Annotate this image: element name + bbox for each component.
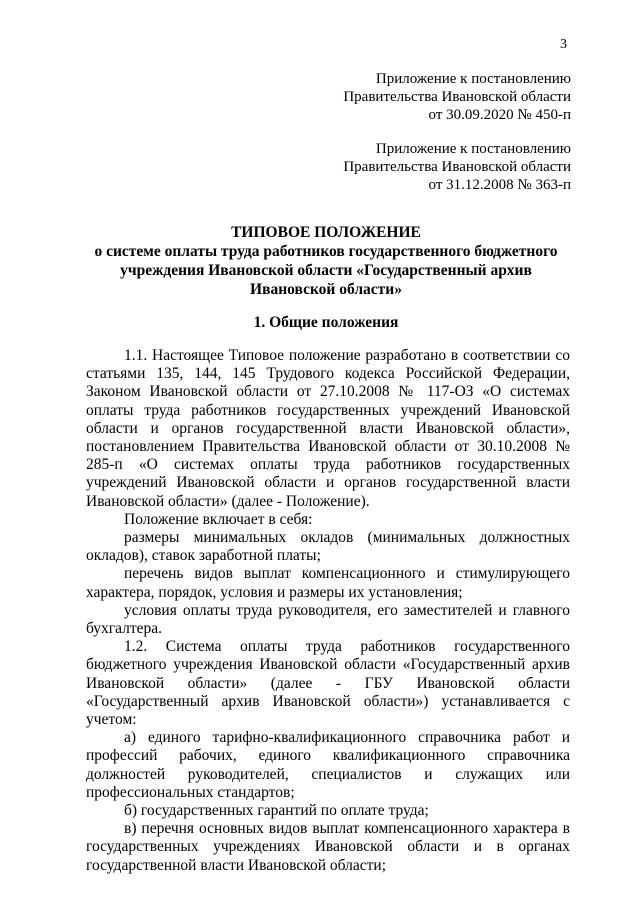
appendix-line: от 30.09.2020 № 450-п [428, 107, 571, 123]
appendix-line: Правительства Ивановской области [343, 159, 571, 175]
appendix-line: Приложение к постановлению [375, 141, 571, 157]
paragraph: перечень видов выплат компенсационного и стимулирующего характера, порядок, условия и размеры их установления; [86, 565, 570, 601]
title-line: Ивановской области» [250, 281, 402, 298]
paragraph: Положение включает в себя: [124, 510, 313, 528]
page-number: 3 [560, 37, 567, 52]
title-line: о системе оплаты труда работников государственного бюджетного [94, 243, 558, 260]
appendix-note-original [343, 140, 571, 194]
paragraph: 1.2. Система оплаты труда работников государственного бюджетного учреждения Ивановской области «Государственный архив Ивановской области» (далее - ГБУ Ивановской области «Государственный архив Ивановской области») устанавливается с учетом: [86, 638, 570, 729]
paragraph: б) государственных гарантий по оплате труда; [124, 802, 429, 820]
title-line: ТИПОВОЕ ПОЛОЖЕНИЕ [231, 224, 421, 241]
title-line: учреждения Ивановской области «Государственный архив [120, 262, 532, 279]
paragraph: а) единого тарифно-квалификационного справочника работ и профессий рабочих, единого квалификационного справочника должностей руководителей, специалистов и служащих или профессиональных стандартов; [86, 729, 570, 801]
paragraph: условия оплаты труда руководителя, его заместителей и главного бухгалтера. [86, 601, 570, 638]
paragraph: в) перечня основных видов выплат компенсационного характера в государственных учреждениях Ивановской области и в органах государственной власти Ивановской области; [86, 820, 570, 874]
appendix-line: от 31.12.2008 № 363-п [428, 177, 571, 193]
appendix-line: Правительства Ивановской области [343, 89, 571, 105]
appendix-note-current [343, 70, 571, 124]
document-title [86, 223, 566, 299]
appendix-line: Приложение к постановлению [375, 71, 571, 87]
section-heading: 1. Общие положения [253, 314, 399, 331]
body-text [86, 347, 570, 875]
paragraph: 1.1. Настоящее Типовое положение разработано в соответствии со статьями 135, 144, 145 Трудового кодекса Российской Федерации, Законом Ивановской области от 27.10.2008 № 117-ОЗ «О системах оплаты труда работников государственных учреждений Ивановской области и органов государственной власти Ивановской области», постановлением Правительства Ивановской области от 30.10.2008 № 285-п «О системах оплаты труда работников государственных учреждений Ивановской области и органов государственной власти Ивановской области» (далее - Положение). [86, 347, 570, 510]
paragraph: размеры минимальных окладов (минимальных должностных окладов), ставок заработной платы; [86, 529, 570, 565]
